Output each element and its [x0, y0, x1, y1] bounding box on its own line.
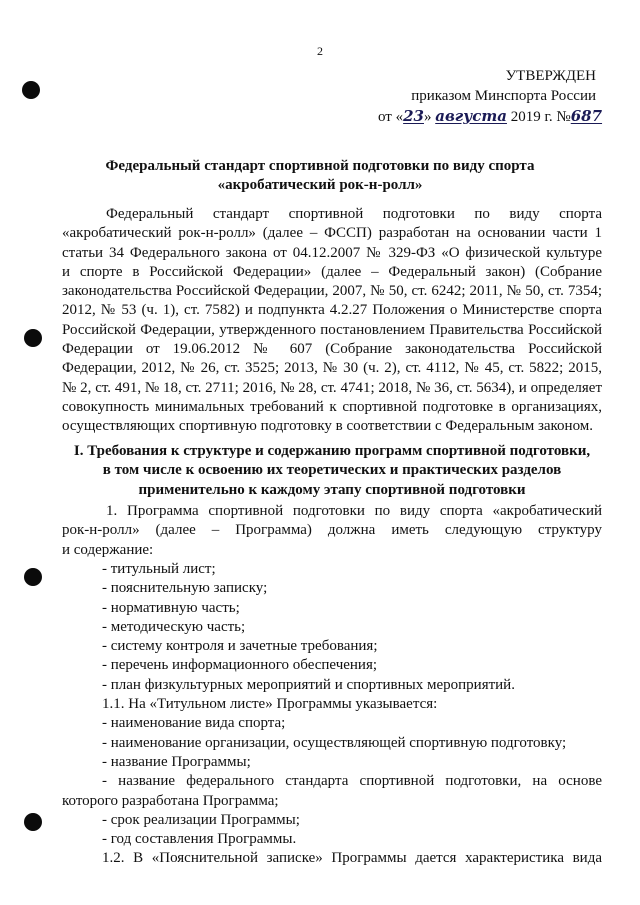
approval-heading: УТВЕРЖДЕН [505, 68, 596, 84]
section-heading [62, 442, 602, 500]
subitem-heading: 1.1. На «Титульном листе» Программы указывается: [102, 696, 438, 713]
title-line: «акробатический рок-н-ролл» [217, 177, 423, 193]
page-number: 2 [317, 44, 323, 58]
handwritten-month: августа [435, 107, 507, 125]
document-title [60, 157, 580, 195]
date-year: 2019 г. № [510, 109, 571, 125]
section-line: в том числе к освоению их теоретических и практических разделов [102, 462, 562, 479]
para-line: № 2, ст. 491, № 18, ст. 2711; 2016, № 28, ст. 4741; 2018, № 36, ст. 5634), и определяет [62, 379, 602, 396]
para-line: статьи 34 Федерального закона от 04.12.2007 № 329-ФЗ «О физической культуре [62, 244, 602, 261]
para-line: «акробатический рок-н-ролл» (далее – ФССП) разработан на основании части 1 [62, 225, 602, 242]
approval-date-line [378, 106, 610, 127]
date-prefix: от « [378, 109, 404, 125]
para-line: 1. Программа спортивной подготовки по виду спорта «акробатический [106, 503, 602, 519]
punch-hole-mark [24, 813, 42, 831]
list-item: - срок реализации Программы; [102, 811, 300, 828]
para-line: 2012, № 53 (ч. 1), ст. 7582) и подпункта 4.2.27 Положения о Министерстве спорта [62, 302, 602, 319]
list-item: - название Программы; [102, 753, 251, 770]
list-item: - пояснительную записку; [102, 580, 268, 597]
para-line: рок-н-ролл» (далее – Программа) должна иметь следующую структуру [62, 522, 602, 539]
punch-hole-mark [22, 81, 40, 99]
list-item: - название федерального стандарта спортивной подготовки, на основе [102, 773, 602, 790]
intro-paragraph [62, 205, 602, 437]
para-line: Российской Федерации, утвержденного постановлением Правительства Российской [62, 321, 602, 338]
list-item: - наименование вида спорта; [102, 715, 286, 732]
list-item: - методическую часть; [102, 618, 246, 635]
list-item: - систему контроля и зачетные требования; [102, 638, 378, 655]
list-item: - план физкультурных мероприятий и спортивных мероприятий. [102, 676, 515, 693]
handwritten-day: 23 [403, 107, 424, 125]
list-item: - титульный лист; [102, 561, 216, 577]
para-line: совокупность минимальных требований к спортивной подготовке в организациях, [62, 398, 602, 415]
para-line: осуществляющих спортивную подготовку в соответствии с Федеральным законом. [62, 418, 594, 435]
subitem-heading: 1.2. В «Пояснительной записке» Программы дается характеристика вида [102, 850, 602, 867]
handwritten-number: 687 [570, 107, 603, 125]
section-line: применительно к каждому этапу спортивной подготовки [138, 481, 526, 498]
item-1-paragraph [62, 502, 602, 560]
para-line: Федерации, 2012, № 26, ст. 3525; 2013, № 30 (ч. 2), ст. 4112, № 45, ст. 5822; 2015, [62, 360, 602, 377]
section-line: I. Требования к структуре и содержанию программ спортивной подготовки, [73, 443, 591, 459]
list-item: - год составления Программы. [102, 831, 297, 848]
structure-list [62, 560, 602, 869]
para-line: Федеральный стандарт спортивной подготовки по виду спорта [106, 206, 602, 222]
date-close: » [423, 109, 432, 125]
para-line: Федерации от 19.06.2012 № 607 (Собрание законодательства Российской [62, 341, 602, 358]
para-line: и содержание: [62, 541, 154, 558]
punch-hole-mark [24, 568, 42, 586]
list-item: - нормативную часть; [102, 599, 240, 616]
approval-block [378, 66, 610, 127]
punch-hole-mark [24, 329, 42, 347]
title-line: Федеральный стандарт спортивной подготовки по виду спорта [105, 158, 535, 174]
list-item: - наименование организации, осуществляющей спортивную подготовку; [102, 734, 567, 751]
list-item-continuation: которого разработана Программа; [62, 792, 279, 809]
list-item: - перечень информационного обеспечения; [102, 657, 378, 674]
para-line: и спорте в Российской Федерации» (далее – Федеральный закон) (Собрание [62, 263, 602, 280]
approval-order: приказом Минспорта России [411, 88, 596, 104]
para-line: законодательства Российской Федерации, 2007, № 50, ст. 6242; 2011, № 50, ст. 7354; [62, 283, 602, 300]
